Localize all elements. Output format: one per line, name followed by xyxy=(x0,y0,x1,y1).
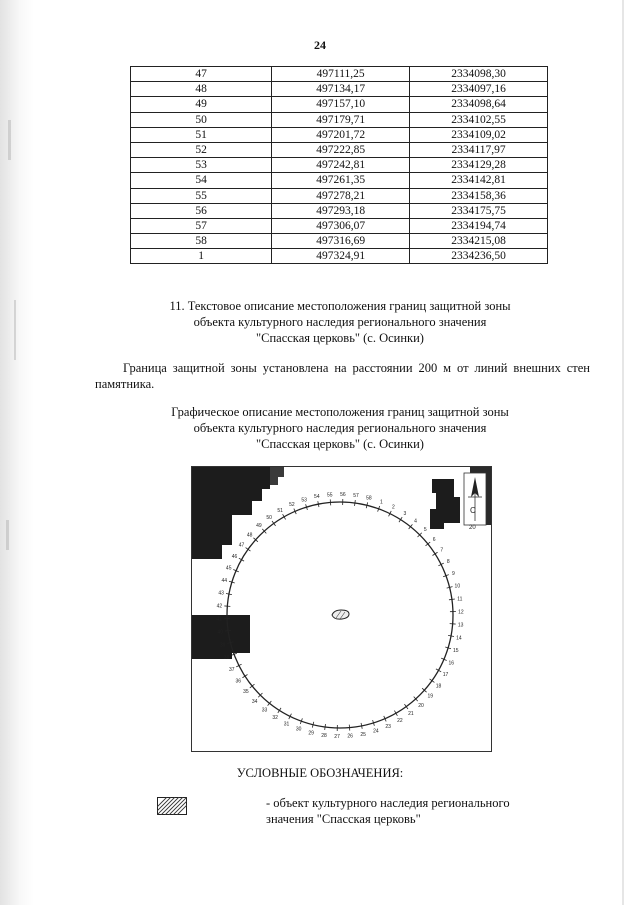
boundary-point-label: 27 xyxy=(334,733,340,740)
map-dark-area-top-left xyxy=(192,467,270,559)
point-number-cell: 53 xyxy=(131,158,272,173)
boundary-point-label: 39 xyxy=(219,642,226,649)
boundary-point-label: 17 xyxy=(442,672,449,679)
boundary-point-label: 12 xyxy=(458,609,464,616)
y-coordinate-cell: 2334158,36 xyxy=(410,188,548,203)
point-number-cell: 51 xyxy=(131,127,272,142)
boundary-point-label: 54 xyxy=(314,494,320,501)
y-coordinate-cell: 2334109,02 xyxy=(410,127,548,142)
y-coordinate-cell: 2334098,64 xyxy=(410,97,548,112)
x-coordinate-cell: 497261,35 xyxy=(272,173,410,188)
table-row xyxy=(131,82,548,97)
boundary-point-label: 43 xyxy=(218,590,224,597)
table-row xyxy=(131,127,548,142)
point-number-cell: 58 xyxy=(131,234,272,249)
section-11-heading xyxy=(120,298,560,346)
table-row xyxy=(131,218,548,233)
boundary-point-label: 50 xyxy=(266,514,272,521)
x-coordinate-cell: 497179,71 xyxy=(272,112,410,127)
table-row xyxy=(131,97,548,112)
boundary-point-label: 1 xyxy=(379,499,383,506)
legend-hatch-swatch xyxy=(157,797,187,815)
y-coordinate-cell: 2334097,16 xyxy=(410,82,548,97)
coordinates-table xyxy=(130,66,548,264)
boundary-point-label: 9 xyxy=(452,570,455,577)
y-coordinate-cell: 2334175,75 xyxy=(410,203,548,218)
x-coordinate-cell: 497293,18 xyxy=(272,203,410,218)
section-11-line-3: "Спасская церковь" (с. Осинки) xyxy=(256,331,424,345)
boundary-point-tick xyxy=(318,501,319,507)
scan-mark-2 xyxy=(14,300,16,360)
point-number-cell: 47 xyxy=(131,67,272,82)
boundary-point-label: 25 xyxy=(360,731,366,738)
x-coordinate-cell: 497157,10 xyxy=(272,97,410,112)
graphic-line-3: "Спасская церковь" (с. Осинки) xyxy=(256,437,424,451)
map-dark-area-top-left-speckle xyxy=(270,467,284,485)
boundary-point-label: 20 xyxy=(418,702,424,709)
boundary-point-label: 29 xyxy=(308,730,314,737)
point-number-cell: 50 xyxy=(131,112,272,127)
section-11-line-1: 11. Текстовое описание местоположения границ защитной зоны xyxy=(169,299,511,313)
boundary-point-label: 4 xyxy=(414,518,417,525)
boundary-point-tick xyxy=(349,725,350,731)
x-coordinate-cell: 497242,81 xyxy=(272,158,410,173)
boundary-point-tick xyxy=(325,724,326,730)
y-coordinate-cell: 2334215,08 xyxy=(410,234,548,249)
boundary-point-tick xyxy=(448,635,454,636)
boundary-point-label: 31 xyxy=(283,721,290,728)
boundary-point-label: 53 xyxy=(301,497,307,504)
boundary-point-label: 24 xyxy=(373,728,379,735)
boundary-point-label: 19 xyxy=(427,693,434,700)
graphic-line-1: Графическое описание местоположения границ защитной зоны xyxy=(171,405,509,419)
scale-label: 20 xyxy=(469,525,476,531)
legend-item xyxy=(266,795,556,827)
boundary-point-label: 10 xyxy=(454,583,461,590)
graphic-line-2: объекта культурного наследия регионального значения xyxy=(193,421,487,435)
boundary-point-label: 33 xyxy=(261,707,268,714)
boundary-point-label: 49 xyxy=(256,523,262,530)
x-coordinate-cell: 497278,21 xyxy=(272,188,410,203)
boundary-point-label: 52 xyxy=(289,501,295,508)
boundary-point-label: 11 xyxy=(457,596,463,603)
boundary-point-label: 14 xyxy=(456,635,462,642)
section-11-line-2: объекта культурного наследия регионального значения xyxy=(193,315,487,329)
boundary-point-label: 34 xyxy=(251,698,258,705)
x-coordinate-cell: 497111,25 xyxy=(272,67,410,82)
boundary-point-label: 48 xyxy=(246,532,253,539)
y-coordinate-cell: 2334236,50 xyxy=(410,249,548,264)
boundary-point-tick xyxy=(355,500,356,506)
x-coordinate-cell: 497201,72 xyxy=(272,127,410,142)
x-coordinate-cell: 497324,91 xyxy=(272,249,410,264)
y-coordinate-cell: 2334102,55 xyxy=(410,112,548,127)
boundary-point-label: 23 xyxy=(385,724,391,731)
x-coordinate-cell: 497134,17 xyxy=(272,82,410,97)
boundary-point-label: 38 xyxy=(223,655,230,662)
table-row xyxy=(131,67,548,82)
boundary-point-tick xyxy=(226,593,232,594)
table-row xyxy=(131,158,548,173)
boundary-point-label: 36 xyxy=(235,678,242,685)
boundary-point-label: 13 xyxy=(457,622,464,629)
boundary-point-label: 2 xyxy=(392,504,395,511)
boundary-point-label: 15 xyxy=(452,648,459,655)
scan-mark-1 xyxy=(8,120,11,160)
north-arrow-icon xyxy=(464,473,486,525)
map-drawing xyxy=(192,467,491,751)
table-row xyxy=(131,234,548,249)
y-coordinate-cell: 2334142,81 xyxy=(410,173,548,188)
boundary-point-tick xyxy=(449,599,455,600)
boundary-point-label: 47 xyxy=(238,542,245,549)
boundary-description xyxy=(95,360,590,392)
graphic-heading xyxy=(120,404,560,452)
boundary-point-label: 58 xyxy=(366,495,372,502)
y-coordinate-cell: 2334194,74 xyxy=(410,218,548,233)
scan-mark-3 xyxy=(6,520,9,550)
y-coordinate-cell: 2334129,28 xyxy=(410,158,548,173)
table-row xyxy=(131,203,548,218)
boundary-point-label: 5 xyxy=(423,527,427,534)
boundary-map xyxy=(191,466,492,752)
point-number-cell: 49 xyxy=(131,97,272,112)
table-row xyxy=(131,188,548,203)
boundary-point-label: 35 xyxy=(243,689,249,696)
boundary-point-label: 3 xyxy=(403,510,407,517)
boundary-point-label: 18 xyxy=(435,683,442,690)
point-number-cell: 55 xyxy=(131,188,272,203)
boundary-point-label: 26 xyxy=(347,733,353,740)
boundary-point-label: 16 xyxy=(448,660,455,667)
x-coordinate-cell: 497316,69 xyxy=(272,234,410,249)
legend-title: УСЛОВНЫЕ ОБОЗНАЧЕНИЯ: xyxy=(236,766,404,780)
boundary-point-label: 44 xyxy=(221,577,228,584)
y-coordinate-cell: 2334098,30 xyxy=(410,67,548,82)
point-number-cell: 54 xyxy=(131,173,272,188)
boundary-point-label: 22 xyxy=(397,718,403,725)
x-coordinate-cell: 497306,07 xyxy=(272,218,410,233)
table-row xyxy=(131,249,548,264)
boundary-point-label: 46 xyxy=(231,553,238,560)
boundary-point-label: 55 xyxy=(327,492,333,499)
north-label: С xyxy=(470,506,476,515)
boundary-point-tick xyxy=(430,679,435,682)
point-number-cell: 57 xyxy=(131,218,272,233)
boundary-point-label: 42 xyxy=(216,603,223,610)
boundary-point-label: 32 xyxy=(272,715,278,722)
legend-item-line-1: - объект культурного наследия регионального xyxy=(266,796,510,810)
boundary-point-label: 45 xyxy=(225,565,232,572)
table-row xyxy=(131,142,548,157)
boundary-point-tick xyxy=(246,548,251,551)
boundary-point-label: 37 xyxy=(228,667,235,674)
point-number-cell: 48 xyxy=(131,82,272,97)
boundary-point-tick xyxy=(361,723,362,729)
x-coordinate-cell: 497222,85 xyxy=(272,142,410,157)
boundary-point-label: 57 xyxy=(353,493,359,500)
boundary-point-label: 8 xyxy=(446,558,450,565)
boundary-point-label: 6 xyxy=(432,536,436,543)
boundary-point-label: 40 xyxy=(217,629,223,636)
legend-item-line-2: значения "Спасская церковь" xyxy=(266,812,421,826)
point-number-cell: 1 xyxy=(131,249,272,264)
point-number-cell: 56 xyxy=(131,203,272,218)
page-number: 24 xyxy=(314,38,326,52)
boundary-point-label: 28 xyxy=(321,732,327,739)
table-row xyxy=(131,112,548,127)
boundary-point-label: 30 xyxy=(295,726,302,733)
point-number-cell: 52 xyxy=(131,142,272,157)
y-coordinate-cell: 2334117,97 xyxy=(410,142,548,157)
boundary-point-label: 21 xyxy=(408,711,414,718)
boundary-point-label: 7 xyxy=(440,547,444,554)
boundary-point-label: 41 xyxy=(216,616,222,623)
boundary-point-label: 56 xyxy=(340,492,346,499)
boundary-point-label: 51 xyxy=(277,507,283,514)
boundary-point-tick xyxy=(330,499,331,505)
map-dark-area-top-right xyxy=(430,479,460,529)
boundary-text: Граница защитной зоны установлена на расстоянии 200 м от линий внешних стен памятника. xyxy=(95,361,590,391)
table-row xyxy=(131,173,548,188)
